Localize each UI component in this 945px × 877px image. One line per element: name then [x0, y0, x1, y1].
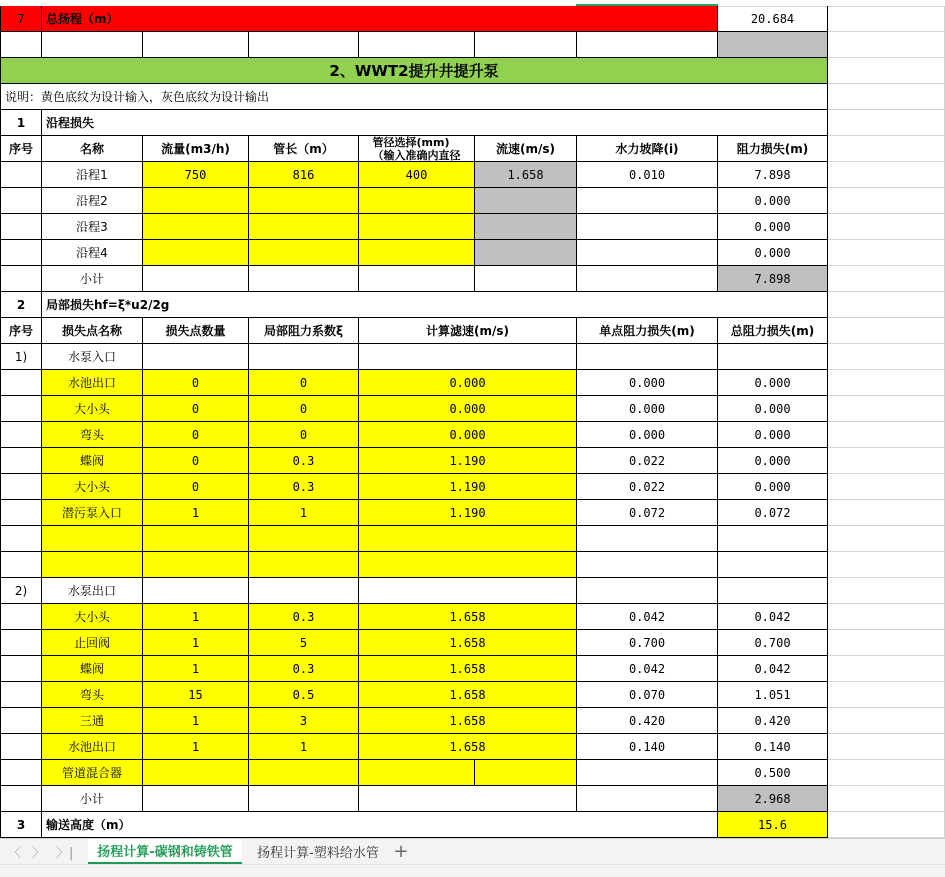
row-index[interactable] — [0, 474, 42, 500]
velocity-input[interactable]: 1.658 — [359, 734, 577, 760]
quantity-input[interactable]: 0 — [143, 422, 249, 448]
slope-value[interactable] — [577, 188, 718, 214]
empty-cell[interactable] — [828, 110, 945, 136]
empty-cell[interactable] — [828, 240, 945, 266]
status-bar — [0, 864, 945, 877]
section-number[interactable]: 2 — [0, 292, 42, 318]
coefficient-input[interactable]: 0.3 — [249, 474, 359, 500]
subtotal-value[interactable]: 2.968 — [718, 786, 828, 812]
group-label[interactable]: 水泵入口 — [42, 344, 143, 370]
segment-name[interactable]: 沿程2 — [42, 188, 143, 214]
tab-plastic-pipe[interactable]: 扬程计算-塑料给水管 — [257, 846, 379, 861]
empty-cell[interactable] — [828, 786, 945, 812]
flow-input[interactable] — [143, 240, 249, 266]
empty-cell[interactable] — [828, 344, 945, 370]
velocity-input[interactable]: 1.190 — [359, 474, 577, 500]
empty-cell[interactable] — [828, 578, 945, 604]
empty-cell[interactable] — [828, 656, 945, 682]
diameter-input[interactable] — [359, 240, 475, 266]
quantity-input[interactable]: 15 — [143, 682, 249, 708]
row-index[interactable] — [0, 760, 42, 786]
slope-value[interactable]: 0.010 — [577, 162, 718, 188]
flow-input[interactable] — [143, 214, 249, 240]
quantity-input[interactable] — [143, 760, 249, 786]
row-index[interactable] — [0, 370, 42, 396]
empty-cell[interactable] — [143, 786, 249, 812]
group-index[interactable]: 2) — [0, 578, 42, 604]
loss-point-name[interactable]: 水池出口 — [42, 370, 143, 396]
row-index[interactable] — [0, 448, 42, 474]
row-index[interactable] — [0, 786, 42, 812]
row-index[interactable] — [0, 162, 42, 188]
empty-cell[interactable] — [828, 84, 945, 110]
section-number[interactable]: 3 — [0, 812, 42, 838]
next-sheet-icon[interactable]: 〉 — [32, 846, 46, 861]
empty-cell[interactable] — [828, 812, 945, 838]
output-cell[interactable] — [718, 32, 828, 58]
loss-point-name[interactable]: 蝶阀 — [42, 656, 143, 682]
diameter-input[interactable] — [359, 188, 475, 214]
coefficient-input[interactable]: 0.3 — [249, 604, 359, 630]
coefficient-input[interactable]: 1 — [249, 734, 359, 760]
row-index[interactable] — [0, 266, 42, 292]
column-header[interactable]: 损失点数量 — [143, 318, 249, 344]
single-loss-value[interactable]: 0.000 — [577, 396, 718, 422]
coefficient-input[interactable]: 5 — [249, 630, 359, 656]
velocity-input[interactable]: 0.000 — [359, 396, 577, 422]
velocity-input[interactable] — [475, 760, 577, 786]
empty-cell[interactable] — [577, 578, 718, 604]
prev-sheet-icon[interactable]: 〈 — [8, 846, 22, 861]
empty-cell[interactable] — [577, 32, 718, 58]
empty-cell[interactable] — [828, 136, 945, 162]
coefficient-input[interactable]: 0.5 — [249, 682, 359, 708]
row-index[interactable] — [0, 630, 42, 656]
empty-cell[interactable] — [828, 630, 945, 656]
subtotal-label[interactable]: 小计 — [42, 786, 143, 812]
single-loss-value[interactable]: 0.042 — [577, 604, 718, 630]
total-loss-value[interactable]: 0.042 — [718, 656, 828, 682]
total-loss-value[interactable]: 0.000 — [718, 474, 828, 500]
loss-point-name[interactable]: 三通 — [42, 708, 143, 734]
column-header[interactable]: 序号 — [0, 136, 42, 162]
column-header[interactable]: 单点阻力损失(m) — [577, 318, 718, 344]
column-header[interactable]: 水力坡降(i) — [577, 136, 718, 162]
section-number[interactable]: 1 — [0, 110, 42, 136]
coefficient-input[interactable]: 0.3 — [249, 656, 359, 682]
row-index[interactable] — [0, 708, 42, 734]
column-header[interactable]: 管长（m） — [249, 136, 359, 162]
empty-cell[interactable] — [828, 318, 945, 344]
sheet-tab-bar — [0, 838, 945, 864]
quantity-input[interactable]: 1 — [143, 656, 249, 682]
empty-cell[interactable] — [828, 552, 945, 578]
total-loss-value[interactable] — [718, 526, 828, 552]
column-header[interactable]: 流速(m/s) — [475, 136, 577, 162]
length-input[interactable]: 816 — [249, 162, 359, 188]
single-loss-value[interactable]: 0.000 — [577, 370, 718, 396]
empty-cell[interactable] — [828, 500, 945, 526]
empty-cell[interactable] — [359, 344, 577, 370]
row-index[interactable] — [0, 422, 42, 448]
velocity-input[interactable]: 1.658 — [359, 708, 577, 734]
loss-point-name[interactable] — [42, 552, 143, 578]
segment-name[interactable]: 沿程1 — [42, 162, 143, 188]
slope-value[interactable] — [577, 240, 718, 266]
segment-name[interactable]: 沿程4 — [42, 240, 143, 266]
empty-cell[interactable] — [577, 786, 718, 812]
loss-point-name[interactable]: 大小头 — [42, 474, 143, 500]
section-heading[interactable]: 输送高度（m） — [42, 812, 718, 838]
diameter-input[interactable] — [359, 214, 475, 240]
empty-cell[interactable] — [828, 448, 945, 474]
row-index[interactable] — [0, 682, 42, 708]
total-head-label[interactable]: 总扬程（m） — [42, 6, 718, 32]
length-input[interactable] — [249, 214, 359, 240]
row-index[interactable] — [0, 240, 42, 266]
empty-cell[interactable] — [577, 266, 718, 292]
section-heading[interactable]: 局部损失hf=ξ*u2/2g — [42, 292, 828, 318]
subtotal-value[interactable]: 7.898 — [718, 266, 828, 292]
single-loss-value[interactable]: 0.700 — [577, 630, 718, 656]
diameter-input[interactable]: 400 — [359, 162, 475, 188]
column-header[interactable]: 阻力损失(m) — [718, 136, 828, 162]
velocity-input[interactable]: 1.658 — [359, 656, 577, 682]
loss-point-name[interactable]: 弯头 — [42, 422, 143, 448]
single-loss-value[interactable]: 0.420 — [577, 708, 718, 734]
row-index[interactable] — [0, 214, 42, 240]
empty-cell[interactable] — [359, 578, 577, 604]
empty-cell[interactable] — [143, 578, 249, 604]
single-loss-value[interactable]: 0.140 — [577, 734, 718, 760]
loss-point-name[interactable] — [42, 526, 143, 552]
empty-cell[interactable] — [0, 32, 42, 58]
flow-input[interactable]: 750 — [143, 162, 249, 188]
quantity-input[interactable]: 0 — [143, 448, 249, 474]
velocity-output[interactable] — [475, 240, 577, 266]
total-loss-value[interactable]: 0.000 — [718, 422, 828, 448]
empty-cell[interactable] — [249, 578, 359, 604]
single-loss-value[interactable] — [577, 526, 718, 552]
velocity-output[interactable]: 1.658 — [475, 162, 577, 188]
total-loss-value[interactable]: 0.072 — [718, 500, 828, 526]
empty-cell[interactable] — [828, 266, 945, 292]
single-loss-value[interactable]: 0.070 — [577, 682, 718, 708]
coefficient-input[interactable] — [249, 552, 359, 578]
empty-cell[interactable] — [828, 6, 945, 32]
total-loss-value[interactable]: 0.000 — [718, 396, 828, 422]
loss-point-name[interactable]: 潜污泵入口 — [42, 500, 143, 526]
loss-point-name[interactable]: 管道混合器 — [42, 760, 143, 786]
empty-cell[interactable] — [828, 422, 945, 448]
velocity-input[interactable]: 1.190 — [359, 500, 577, 526]
quantity-input[interactable]: 0 — [143, 474, 249, 500]
row-index[interactable] — [0, 188, 42, 214]
row-index[interactable] — [0, 396, 42, 422]
quantity-input[interactable]: 1 — [143, 604, 249, 630]
loss-point-name[interactable]: 大小头 — [42, 604, 143, 630]
length-input[interactable] — [249, 240, 359, 266]
velocity-input[interactable]: 1.658 — [359, 682, 577, 708]
quantity-input[interactable]: 1 — [143, 630, 249, 656]
empty-cell[interactable] — [828, 682, 945, 708]
empty-cell[interactable] — [42, 32, 143, 58]
empty-cell[interactable] — [475, 32, 577, 58]
empty-cell[interactable] — [828, 604, 945, 630]
velocity-input[interactable] — [359, 760, 475, 786]
empty-cell[interactable] — [828, 58, 945, 84]
loss-point-name[interactable]: 水池出口 — [42, 734, 143, 760]
single-loss-value[interactable] — [577, 552, 718, 578]
row-index[interactable] — [0, 500, 42, 526]
empty-cell[interactable] — [828, 370, 945, 396]
row-index[interactable] — [0, 526, 42, 552]
empty-cell[interactable] — [828, 760, 945, 786]
empty-cell[interactable] — [143, 32, 249, 58]
loss-value[interactable]: 0.000 — [718, 240, 828, 266]
quantity-input[interactable]: 1 — [143, 500, 249, 526]
velocity-input[interactable] — [359, 526, 577, 552]
total-loss-value[interactable]: 0.700 — [718, 630, 828, 656]
coefficient-input[interactable] — [249, 526, 359, 552]
single-loss-value[interactable]: 0.042 — [577, 656, 718, 682]
quantity-input[interactable] — [143, 526, 249, 552]
section-heading[interactable]: 沿程损失 — [42, 110, 828, 136]
single-loss-value[interactable]: 0.022 — [577, 474, 718, 500]
total-loss-value[interactable]: 1.051 — [718, 682, 828, 708]
flow-input[interactable] — [143, 188, 249, 214]
coefficient-input[interactable]: 3 — [249, 708, 359, 734]
coefficient-input[interactable]: 0 — [249, 370, 359, 396]
velocity-input[interactable]: 1.658 — [359, 630, 577, 656]
empty-cell[interactable] — [828, 292, 945, 318]
loss-point-name[interactable]: 大小头 — [42, 396, 143, 422]
column-header[interactable]: 局部阻力系数ξ — [249, 318, 359, 344]
empty-cell[interactable] — [577, 344, 718, 370]
empty-cell[interactable] — [718, 344, 828, 370]
coefficient-input[interactable] — [249, 760, 359, 786]
empty-cell[interactable] — [249, 32, 359, 58]
empty-cell[interactable] — [359, 32, 475, 58]
empty-cell[interactable] — [475, 266, 577, 292]
total-loss-value[interactable]: 0.000 — [718, 448, 828, 474]
empty-cell[interactable] — [359, 786, 577, 812]
quantity-input[interactable] — [143, 552, 249, 578]
empty-cell[interactable] — [828, 214, 945, 240]
section-title[interactable]: 2、WWT2提升井提升泵 — [0, 58, 828, 84]
total-loss-value[interactable]: 0.140 — [718, 734, 828, 760]
length-input[interactable] — [249, 188, 359, 214]
note-text[interactable]: 说明：黄色底纹为设计输入，灰色底纹为设计输出 — [0, 84, 828, 110]
velocity-input[interactable]: 0.000 — [359, 370, 577, 396]
coefficient-input[interactable]: 0 — [249, 396, 359, 422]
empty-cell[interactable] — [828, 32, 945, 58]
single-loss-value[interactable]: 0.072 — [577, 500, 718, 526]
column-header[interactable]: 损失点名称 — [42, 318, 143, 344]
velocity-input[interactable]: 1.190 — [359, 448, 577, 474]
column-header[interactable]: 管径选择(mm) （输入准确内直径 — [359, 136, 475, 162]
column-header[interactable]: 总阻力损失(m) — [718, 318, 828, 344]
single-loss-value[interactable]: 0.022 — [577, 448, 718, 474]
group-index[interactable]: 1) — [0, 344, 42, 370]
row-index[interactable] — [0, 552, 42, 578]
loss-value[interactable]: 0.000 — [718, 188, 828, 214]
segment-name[interactable]: 沿程3 — [42, 214, 143, 240]
loss-point-name[interactable]: 弯头 — [42, 682, 143, 708]
row-index[interactable] — [0, 734, 42, 760]
total-loss-value[interactable]: 0.042 — [718, 604, 828, 630]
row-index[interactable]: 7 — [0, 6, 42, 32]
slope-value[interactable] — [577, 214, 718, 240]
loss-value[interactable]: 7.898 — [718, 162, 828, 188]
single-loss-value[interactable]: 0.000 — [577, 422, 718, 448]
spreadsheet-grid[interactable] — [0, 6, 945, 838]
column-header[interactable]: 序号 — [0, 318, 42, 344]
velocity-output[interactable] — [475, 214, 577, 240]
column-header[interactable]: 计算滤速(m/s) — [359, 318, 577, 344]
row-index[interactable] — [0, 604, 42, 630]
empty-cell[interactable] — [828, 708, 945, 734]
empty-cell[interactable] — [249, 266, 359, 292]
velocity-output[interactable] — [475, 188, 577, 214]
empty-cell[interactable] — [249, 344, 359, 370]
column-header[interactable]: 流量(m3/h) — [143, 136, 249, 162]
empty-cell[interactable] — [143, 344, 249, 370]
coefficient-input[interactable]: 0.3 — [249, 448, 359, 474]
empty-cell[interactable] — [577, 760, 718, 786]
empty-cell[interactable] — [828, 474, 945, 500]
column-header[interactable]: 名称 — [42, 136, 143, 162]
coefficient-input[interactable]: 1 — [249, 500, 359, 526]
velocity-input[interactable]: 0.000 — [359, 422, 577, 448]
quantity-input[interactable]: 1 — [143, 708, 249, 734]
total-loss-value[interactable] — [718, 552, 828, 578]
quantity-input[interactable]: 1 — [143, 734, 249, 760]
add-sheet-button[interactable]: + — [393, 841, 409, 862]
last-sheet-icon[interactable]: 〉| — [56, 846, 74, 861]
group-label[interactable]: 水泵出口 — [42, 578, 143, 604]
empty-cell[interactable] — [828, 188, 945, 214]
height-input[interactable]: 15.6 — [718, 812, 828, 838]
empty-cell[interactable] — [359, 266, 475, 292]
coefficient-input[interactable]: 0 — [249, 422, 359, 448]
empty-cell[interactable] — [828, 734, 945, 760]
subtotal-label[interactable]: 小计 — [42, 266, 143, 292]
empty-cell[interactable] — [828, 526, 945, 552]
quantity-input[interactable]: 0 — [143, 370, 249, 396]
empty-cell[interactable] — [143, 266, 249, 292]
loss-value[interactable]: 0.000 — [718, 214, 828, 240]
loss-point-name[interactable]: 止回阀 — [42, 630, 143, 656]
empty-cell[interactable] — [249, 786, 359, 812]
empty-cell[interactable] — [718, 578, 828, 604]
row-index[interactable] — [0, 656, 42, 682]
total-loss-value[interactable]: 0.000 — [718, 370, 828, 396]
tab-carbon-steel[interactable]: 扬程计算-碳钢和铸铁管 — [88, 839, 242, 864]
total-loss-value[interactable]: 0.420 — [718, 708, 828, 734]
quantity-input[interactable]: 0 — [143, 396, 249, 422]
velocity-input[interactable] — [359, 552, 577, 578]
total-loss-value[interactable]: 0.500 — [718, 760, 828, 786]
loss-point-name[interactable]: 蝶阀 — [42, 448, 143, 474]
velocity-input[interactable]: 1.658 — [359, 604, 577, 630]
empty-cell[interactable] — [828, 162, 945, 188]
empty-cell[interactable] — [828, 396, 945, 422]
total-head-value[interactable]: 20.684 — [718, 6, 828, 32]
